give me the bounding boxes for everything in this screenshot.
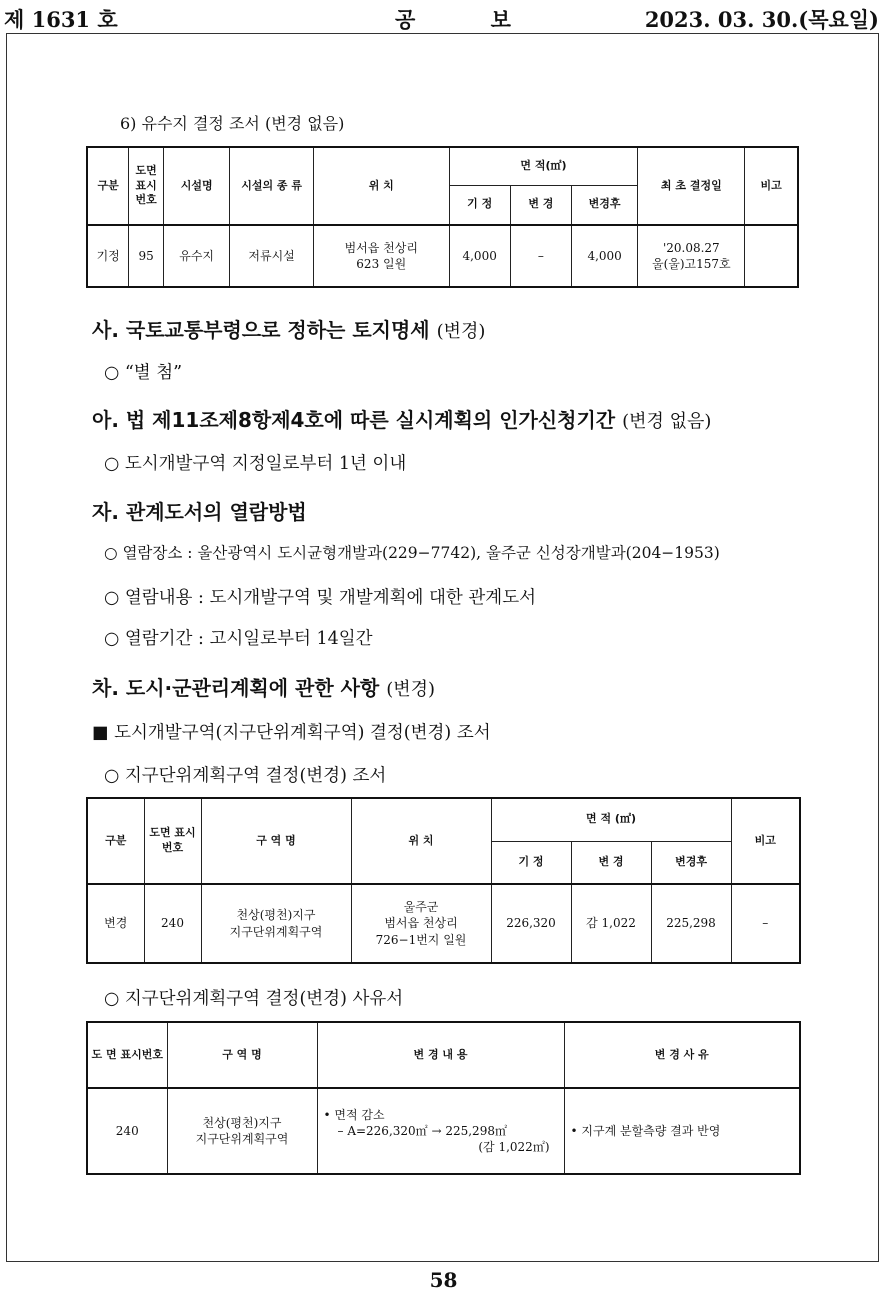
- col-map-no: 도면 표시 번호: [129, 147, 164, 225]
- cell-change: –: [510, 225, 571, 287]
- date-line: 울(울)고157호: [652, 257, 731, 271]
- gazette-title: 공 보: [395, 7, 545, 32]
- section-paren: (변경): [386, 679, 436, 700]
- section-ja-item: ○ 열람장소 : 울산광역시 도시균형개발과(229−7742), 울주군 신성장개발과(204−1953): [104, 544, 720, 562]
- cell-name: [201, 884, 351, 963]
- cell-note: [745, 225, 798, 287]
- issue-number: 제 1631 호: [4, 7, 118, 32]
- section-paren: (변경 없음): [622, 411, 712, 432]
- location-line: 726−1번지 일원: [375, 932, 467, 947]
- section-title-text: 사. 국토교통부령으로 정하는 토지명세: [92, 318, 430, 342]
- col-after: 변경후: [571, 185, 637, 225]
- col-type: 구분: [87, 798, 144, 884]
- section-title-text: 아. 법 제11조제8항제4호에 따른 실시계획의 인가신청기간: [92, 408, 616, 432]
- cell-location: [313, 225, 449, 287]
- col-area: 면 적(㎡): [449, 147, 638, 185]
- col-kind: 시설의 종 류: [230, 147, 314, 225]
- cell-location: [351, 884, 491, 963]
- location-line: 범서읍 천상리: [384, 916, 458, 931]
- col-location: 위 치: [313, 147, 449, 225]
- col-first-date: 최 초 결정일: [638, 147, 745, 225]
- location-line: 울주군: [403, 900, 439, 915]
- section-cha-sub1: ○ 지구단위계획구역 결정(변경) 조서: [104, 766, 387, 786]
- cell-note: –: [731, 884, 800, 963]
- cell-existing: 4,000: [449, 225, 510, 287]
- col-change: 변 경: [571, 841, 651, 884]
- cell-type: 기정: [87, 225, 129, 287]
- section-ja-item: ○ 열람기간 : 고시일로부터 14일간: [104, 629, 373, 649]
- col-name: 구 역 명: [201, 798, 351, 884]
- col-location: 위 치: [351, 798, 491, 884]
- section-cha-bullet: ■ 도시개발구역(지구단위계획구역) 결정(변경) 조서: [92, 723, 491, 743]
- name-line: 지구단위계획구역: [229, 924, 323, 939]
- col-name: 구 역 명: [167, 1022, 317, 1088]
- cell-name: [167, 1088, 317, 1174]
- cell-map-no: 240: [144, 884, 201, 963]
- cell-existing: 226,320: [491, 884, 571, 963]
- cell-map-no: 95: [129, 225, 164, 287]
- cell-facility: 유수지: [163, 225, 229, 287]
- location-line: 623 일원: [356, 257, 407, 271]
- col-facility: 시설명: [163, 147, 229, 225]
- col-after: 변경후: [651, 841, 731, 884]
- section-sa-item: ○ “별 첨”: [104, 363, 183, 383]
- content-line: (감 1,022㎡): [478, 1140, 550, 1155]
- cell-content: [317, 1088, 564, 1174]
- district-table: [86, 797, 801, 964]
- col-existing: 기 정: [449, 185, 510, 225]
- cell-first-date: [638, 225, 745, 287]
- table-row: [87, 225, 798, 287]
- col-type: 구분: [87, 147, 129, 225]
- col-content: 변 경 내 용: [317, 1022, 564, 1088]
- name-line: 천상(평천)지구: [202, 1115, 282, 1130]
- col-map-no: 도 면 표시번호: [87, 1022, 167, 1088]
- section-title-text: 차. 도시·군관리계획에 관한 사항: [92, 676, 380, 700]
- cell-type: 변경: [87, 884, 144, 963]
- cell-change: 감 1,022: [571, 884, 651, 963]
- content-line: – A=226,320㎡ → 225,298㎡: [337, 1123, 507, 1138]
- page-number: 58: [429, 1268, 458, 1292]
- name-line: 지구단위계획구역: [195, 1132, 289, 1146]
- cell-map-no: 240: [87, 1088, 167, 1174]
- section-cha-sub2: ○ 지구단위계획구역 결정(변경) 사유서: [104, 989, 404, 1009]
- table-row: [87, 1088, 800, 1174]
- cell-kind: 저류시설: [230, 225, 314, 287]
- section-ja-title: 자. 관계도서의 열람방법: [92, 500, 307, 524]
- col-existing: 기 정: [491, 841, 571, 884]
- col-reason: 변 경 사 유: [564, 1022, 800, 1088]
- date-line: '20.08.27: [662, 240, 720, 255]
- section-a-title: [92, 404, 711, 433]
- reservoir-table: [86, 146, 799, 288]
- col-note: 비고: [731, 798, 800, 884]
- section-ja-item: ○ 열람내용 : 도시개발구역 및 개발계획에 대한 관계도서: [104, 588, 537, 608]
- col-change: 변 경: [510, 185, 571, 225]
- section-paren: (변경): [436, 321, 486, 342]
- issue-date: 2023. 03. 30.(목요일): [644, 7, 879, 32]
- cell-after: 4,000: [571, 225, 637, 287]
- col-area: 면 적 (㎡): [491, 798, 731, 841]
- page-header: [0, 0, 887, 34]
- section-a-item: ○ 도시개발구역 지정일로부터 1년 이내: [104, 454, 407, 474]
- reason-table: [86, 1021, 801, 1175]
- cell-reason: • 지구계 분할측량 결과 반영: [564, 1088, 800, 1174]
- section-sa-title: [92, 314, 485, 343]
- name-line: 천상(평천)지구: [236, 908, 316, 923]
- section-cha-title: [92, 672, 435, 701]
- reservoir-caption: 6) 유수지 결정 조서 (변경 없음): [120, 114, 345, 133]
- location-line: 범서읍 천상리: [344, 240, 418, 255]
- table-row: [87, 884, 800, 963]
- col-map-no: 도면 표시 번호: [144, 798, 201, 884]
- content-line: • 면적 감소: [323, 1107, 385, 1122]
- cell-after: 225,298: [651, 884, 731, 963]
- col-note: 비고: [745, 147, 798, 225]
